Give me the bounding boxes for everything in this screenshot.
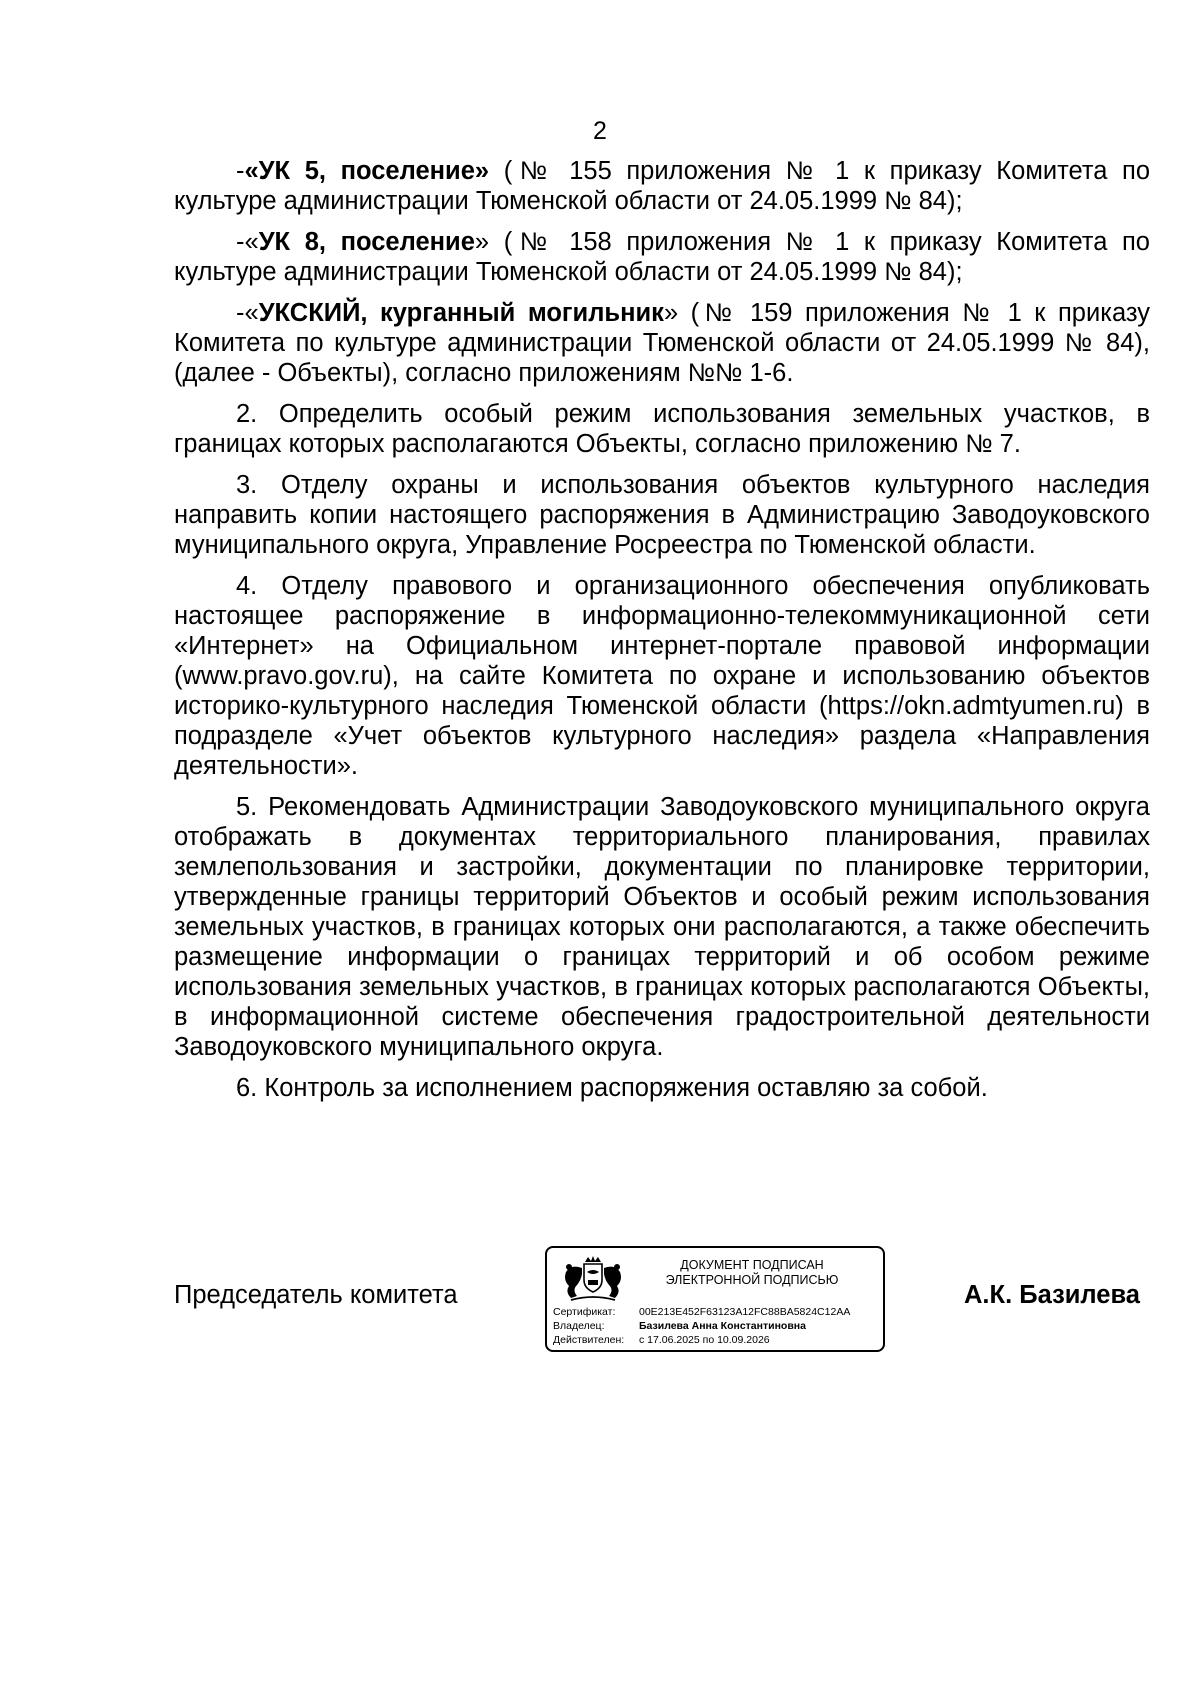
- paragraph-4: 4. Отделу правового и организационного обеспечения опубликовать настоящее распоряжение в информационно-телекоммуникационной сети «Интернет» на Официальном интернет-портале правовой информации (www.pravo.gov.ru), на сайте Комитета по охране и использованию объектов историко-культурного наследия Тюменской области (https://okn.admtyumen.ru) в подразделе «Учет объектов культурного наследия» раздела «Направления деятельности».: [174, 572, 1150, 780]
- signatory-name: А.К. Базилева: [964, 1281, 1140, 1309]
- tyumen-coat-of-arms-icon: [557, 1254, 629, 1304]
- signature-block: [174, 1246, 1150, 1356]
- stamp-heading: ДОКУМЕНТ ПОДПИСАН ЭЛЕКТРОННОЙ ПОДПИСЬЮ: [665, 1258, 839, 1287]
- document-body: [174, 156, 1150, 1114]
- object-name: «УК 5, поселение»: [244, 157, 490, 185]
- paragraph-2: 2. Определить особый режим использования земельных участков, в границах которых располагаются Объекты, согласно приложению № 7.: [174, 400, 1150, 458]
- list-item: -«УК 8, поселение» (№ 158 приложения № 1 к приказу Комитета по культуре администрации Тюменской области от 24.05.1999 № 84);: [174, 228, 1150, 286]
- electronic-signature-stamp: [545, 1246, 885, 1352]
- validity-row: Действителен: с 17.06.2025 по 10.09.2026: [553, 1334, 770, 1346]
- signatory-title: Председатель комитета: [174, 1281, 458, 1309]
- list-item: -«УКСКИЙ, курганный могильник» (№ 159 приложения № 1 к приказу Комитета по культуре администрации Тюменской области от 24.05.1999 № 84), (далее - Объекты), согласно приложениям №№ 1-6.: [174, 299, 1150, 387]
- paragraph-5: 5. Рекомендовать Администрации Заводоуковского муниципального округа отображать в документах территориального планирования, правилах землепользования и застройки, документации по планировке территории, утвержденные границы территорий Объектов и особый режим использования земельных участков, в границах которых они располагаются, а также обеспечить размещение информации о границах территорий и об особом режиме использования земельных участков, в границах которых располагаются Объекты, в информационной системе обеспечения градостроительной деятельности Заводоуковского муниципального округа.: [174, 793, 1150, 1061]
- paragraph-3: 3. Отделу охраны и использования объектов культурного наследия направить копии настоящего распоряжения в Администрацию Заводоуковского муниципального округа, Управление Росреестра по Тюменской области.: [174, 471, 1150, 559]
- certificate-row: Сертификат: 00E213E452F63123A12FC88BA5824C12AA: [553, 1306, 851, 1318]
- paragraph-6: 6. Контроль за исполнением распоряжения оставляю за собой.: [236, 1074, 988, 1102]
- stamp-details: [553, 1305, 850, 1347]
- owner-row: Владелец: Базилева Анна Константиновна: [553, 1320, 806, 1332]
- object-name: УКСКИЙ, курганный могильник: [258, 299, 664, 327]
- object-name: УК 8, поселение: [258, 228, 475, 256]
- page-number: 2: [593, 117, 607, 145]
- list-item: -«УК 5, поселение» (№ 155 приложения № 1 к приказу Комитета по культуре администрации Тюменской области от 24.05.1999 № 84);: [174, 157, 1150, 215]
